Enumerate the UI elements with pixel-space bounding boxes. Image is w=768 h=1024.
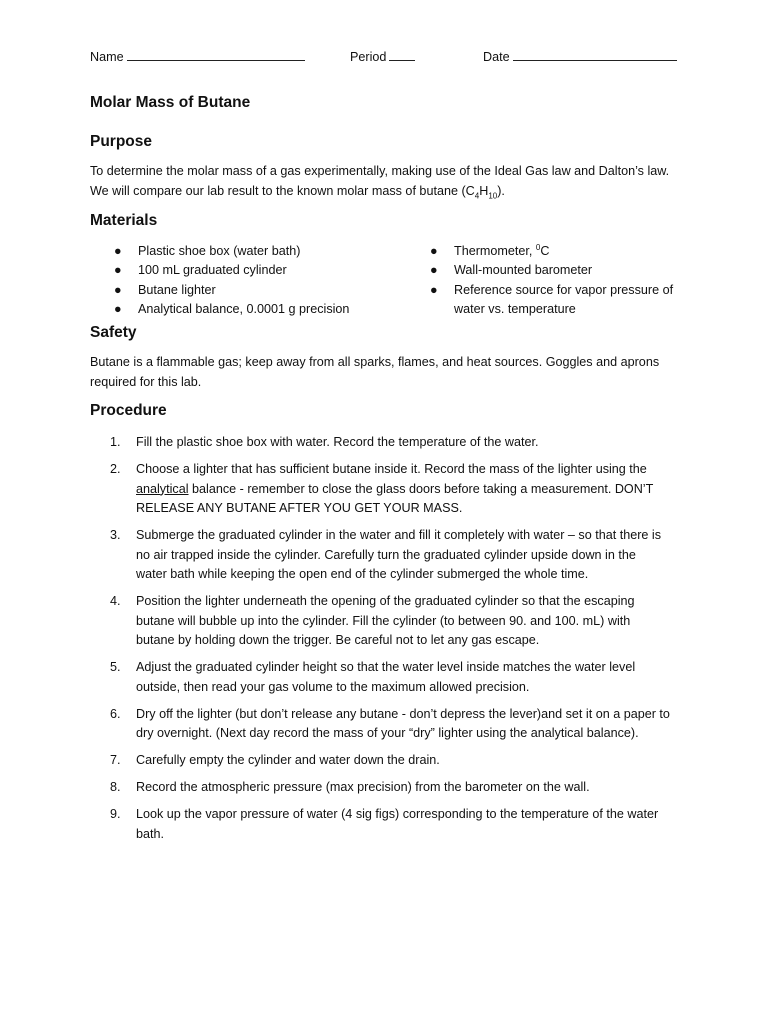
procedure-list bbox=[90, 433, 690, 852]
step-line: outside, then read your gas volume to the maximum allowed precision. bbox=[136, 679, 530, 694]
step-line: Position the lighter underneath the opening of the graduated cylinder so that the escaping bbox=[136, 594, 635, 608]
procedure-step bbox=[90, 433, 690, 453]
step-line-rest: balance - remember to close the glass doors before taking a measurement. DON’T bbox=[188, 481, 654, 496]
step-line: Record the atmospheric pressure (max precision) from the barometer on the wall. bbox=[136, 780, 590, 794]
name-field[interactable] bbox=[90, 46, 305, 68]
name-blank[interactable] bbox=[127, 46, 305, 61]
subscript-4: 4 bbox=[474, 191, 480, 201]
step-line: Look up the vapor pressure of water (4 sig figs) corresponding to the temperature of the water bbox=[136, 807, 659, 821]
step-line: butane by holding down the trigger. Be careful not to let any gas escape. bbox=[136, 633, 540, 647]
step-line: Choose a lighter that has sufficient butane inside it. Record the mass of the lighter using the bbox=[136, 462, 647, 476]
materials-list-left bbox=[90, 242, 410, 319]
material-text: Analytical balance, 0.0001 g precision bbox=[138, 301, 350, 316]
bullet-icon: ● bbox=[430, 263, 438, 278]
safety-line-1: Butane is a flammable gas; keep away from all sparks, flames, and heat sources. Goggles and aprons bbox=[90, 355, 660, 369]
materials-list-right bbox=[406, 242, 690, 319]
step-number: 6. bbox=[110, 706, 121, 721]
step-number: 8. bbox=[110, 780, 121, 794]
step-line: dry overnight. (Next day record the mass of your “dry” lighter using the analytical balance). bbox=[136, 726, 639, 740]
material-unit: C bbox=[540, 244, 550, 258]
subscript-10: 10 bbox=[488, 191, 498, 201]
date-field[interactable] bbox=[483, 46, 677, 68]
purpose-line-1: To determine the molar mass of a gas experimentally, making use of the Ideal Gas law and Dalton’s law. bbox=[90, 164, 670, 178]
procedure-step bbox=[90, 705, 690, 744]
name-label: Name bbox=[90, 50, 124, 64]
purpose-line-2 bbox=[90, 182, 680, 202]
material-text: Reference source for vapor pressure of bbox=[454, 282, 674, 297]
safety-heading: Safety bbox=[90, 324, 137, 341]
step-line bbox=[136, 480, 690, 500]
bullet-icon: ● bbox=[430, 282, 438, 297]
procedure-step bbox=[90, 805, 690, 844]
safety-line-2: required for this lab. bbox=[90, 374, 202, 389]
date-label: Date bbox=[483, 50, 510, 64]
header-fields bbox=[90, 46, 690, 66]
document-title: Molar Mass of Butane bbox=[90, 94, 251, 111]
safety-text bbox=[90, 353, 680, 392]
step-number: 1. bbox=[110, 435, 121, 449]
materials-heading: Materials bbox=[90, 212, 158, 229]
step-number: 2. bbox=[110, 462, 121, 476]
list-item bbox=[90, 261, 410, 280]
hydrogen-symbol: H bbox=[479, 183, 489, 198]
material-text: 100 mL graduated cylinder bbox=[138, 263, 287, 278]
bullet-icon: ● bbox=[114, 282, 122, 297]
procedure-step bbox=[90, 778, 690, 798]
purpose-line-2-end: ). bbox=[497, 183, 505, 198]
underlined-word: analytical bbox=[136, 481, 189, 496]
step-number: 5. bbox=[110, 660, 121, 674]
material-text: Plastic shoe box (water bath) bbox=[138, 244, 301, 258]
step-line: bath. bbox=[136, 826, 165, 841]
date-blank[interactable] bbox=[513, 46, 677, 61]
step-line: water bath while keeping the open end of the cylinder submerged the whole time. bbox=[136, 567, 589, 581]
period-blank[interactable] bbox=[389, 46, 415, 61]
purpose-text bbox=[90, 162, 680, 201]
bullet-icon: ● bbox=[114, 263, 122, 278]
list-item bbox=[90, 281, 410, 300]
list-item bbox=[90, 242, 410, 261]
list-item bbox=[406, 261, 690, 280]
step-line: butane will bubble up into the cylinder. Fill the cylinder (to between 90. and 100. mL) with bbox=[136, 613, 631, 628]
step-line: Carefully empty the cylinder and water down the drain. bbox=[136, 753, 440, 767]
material-text: Thermometer, bbox=[454, 244, 536, 258]
bullet-icon: ● bbox=[114, 301, 122, 316]
purpose-line-2-start: We will compare our lab result to the known molar mass of butane (C bbox=[90, 183, 475, 198]
procedure-step bbox=[90, 526, 690, 585]
material-text-continued: water vs. temperature bbox=[454, 302, 576, 317]
purpose-heading: Purpose bbox=[90, 133, 153, 150]
step-number: 4. bbox=[110, 594, 121, 608]
list-item bbox=[90, 300, 410, 319]
procedure-step bbox=[90, 460, 690, 519]
period-label: Period bbox=[350, 50, 387, 64]
procedure-step bbox=[90, 658, 690, 697]
period-field[interactable] bbox=[350, 46, 415, 68]
step-line: RELEASE ANY BUTANE AFTER YOU GET YOUR MASS. bbox=[136, 501, 463, 515]
degree-superscript: 0 bbox=[535, 242, 541, 252]
bullet-icon: ● bbox=[430, 244, 438, 258]
step-line: Adjust the graduated cylinder height so that the water level inside matches the water level bbox=[136, 660, 636, 674]
step-line: Dry off the lighter (but don’t release any butane - don’t depress the lever)and set it on a paper to bbox=[136, 706, 670, 721]
step-line: Fill the plastic shoe box with water. Record the temperature of the water. bbox=[136, 435, 539, 449]
list-item bbox=[406, 281, 690, 320]
step-line: Submerge the graduated cylinder in the water and fill it completely with water – so that there is bbox=[136, 528, 662, 542]
procedure-step bbox=[90, 751, 690, 771]
step-number: 7. bbox=[110, 753, 121, 767]
step-number: 3. bbox=[110, 528, 121, 542]
list-item bbox=[406, 242, 690, 261]
step-line: no air trapped inside the cylinder. Carefully turn the graduated cylinder upside down in the bbox=[136, 547, 636, 562]
procedure-heading: Procedure bbox=[90, 402, 167, 419]
material-text: Wall-mounted barometer bbox=[454, 263, 593, 278]
step-number: 9. bbox=[110, 807, 121, 821]
material-text: Butane lighter bbox=[138, 282, 216, 297]
procedure-step bbox=[90, 592, 690, 651]
bullet-icon: ● bbox=[114, 244, 122, 258]
